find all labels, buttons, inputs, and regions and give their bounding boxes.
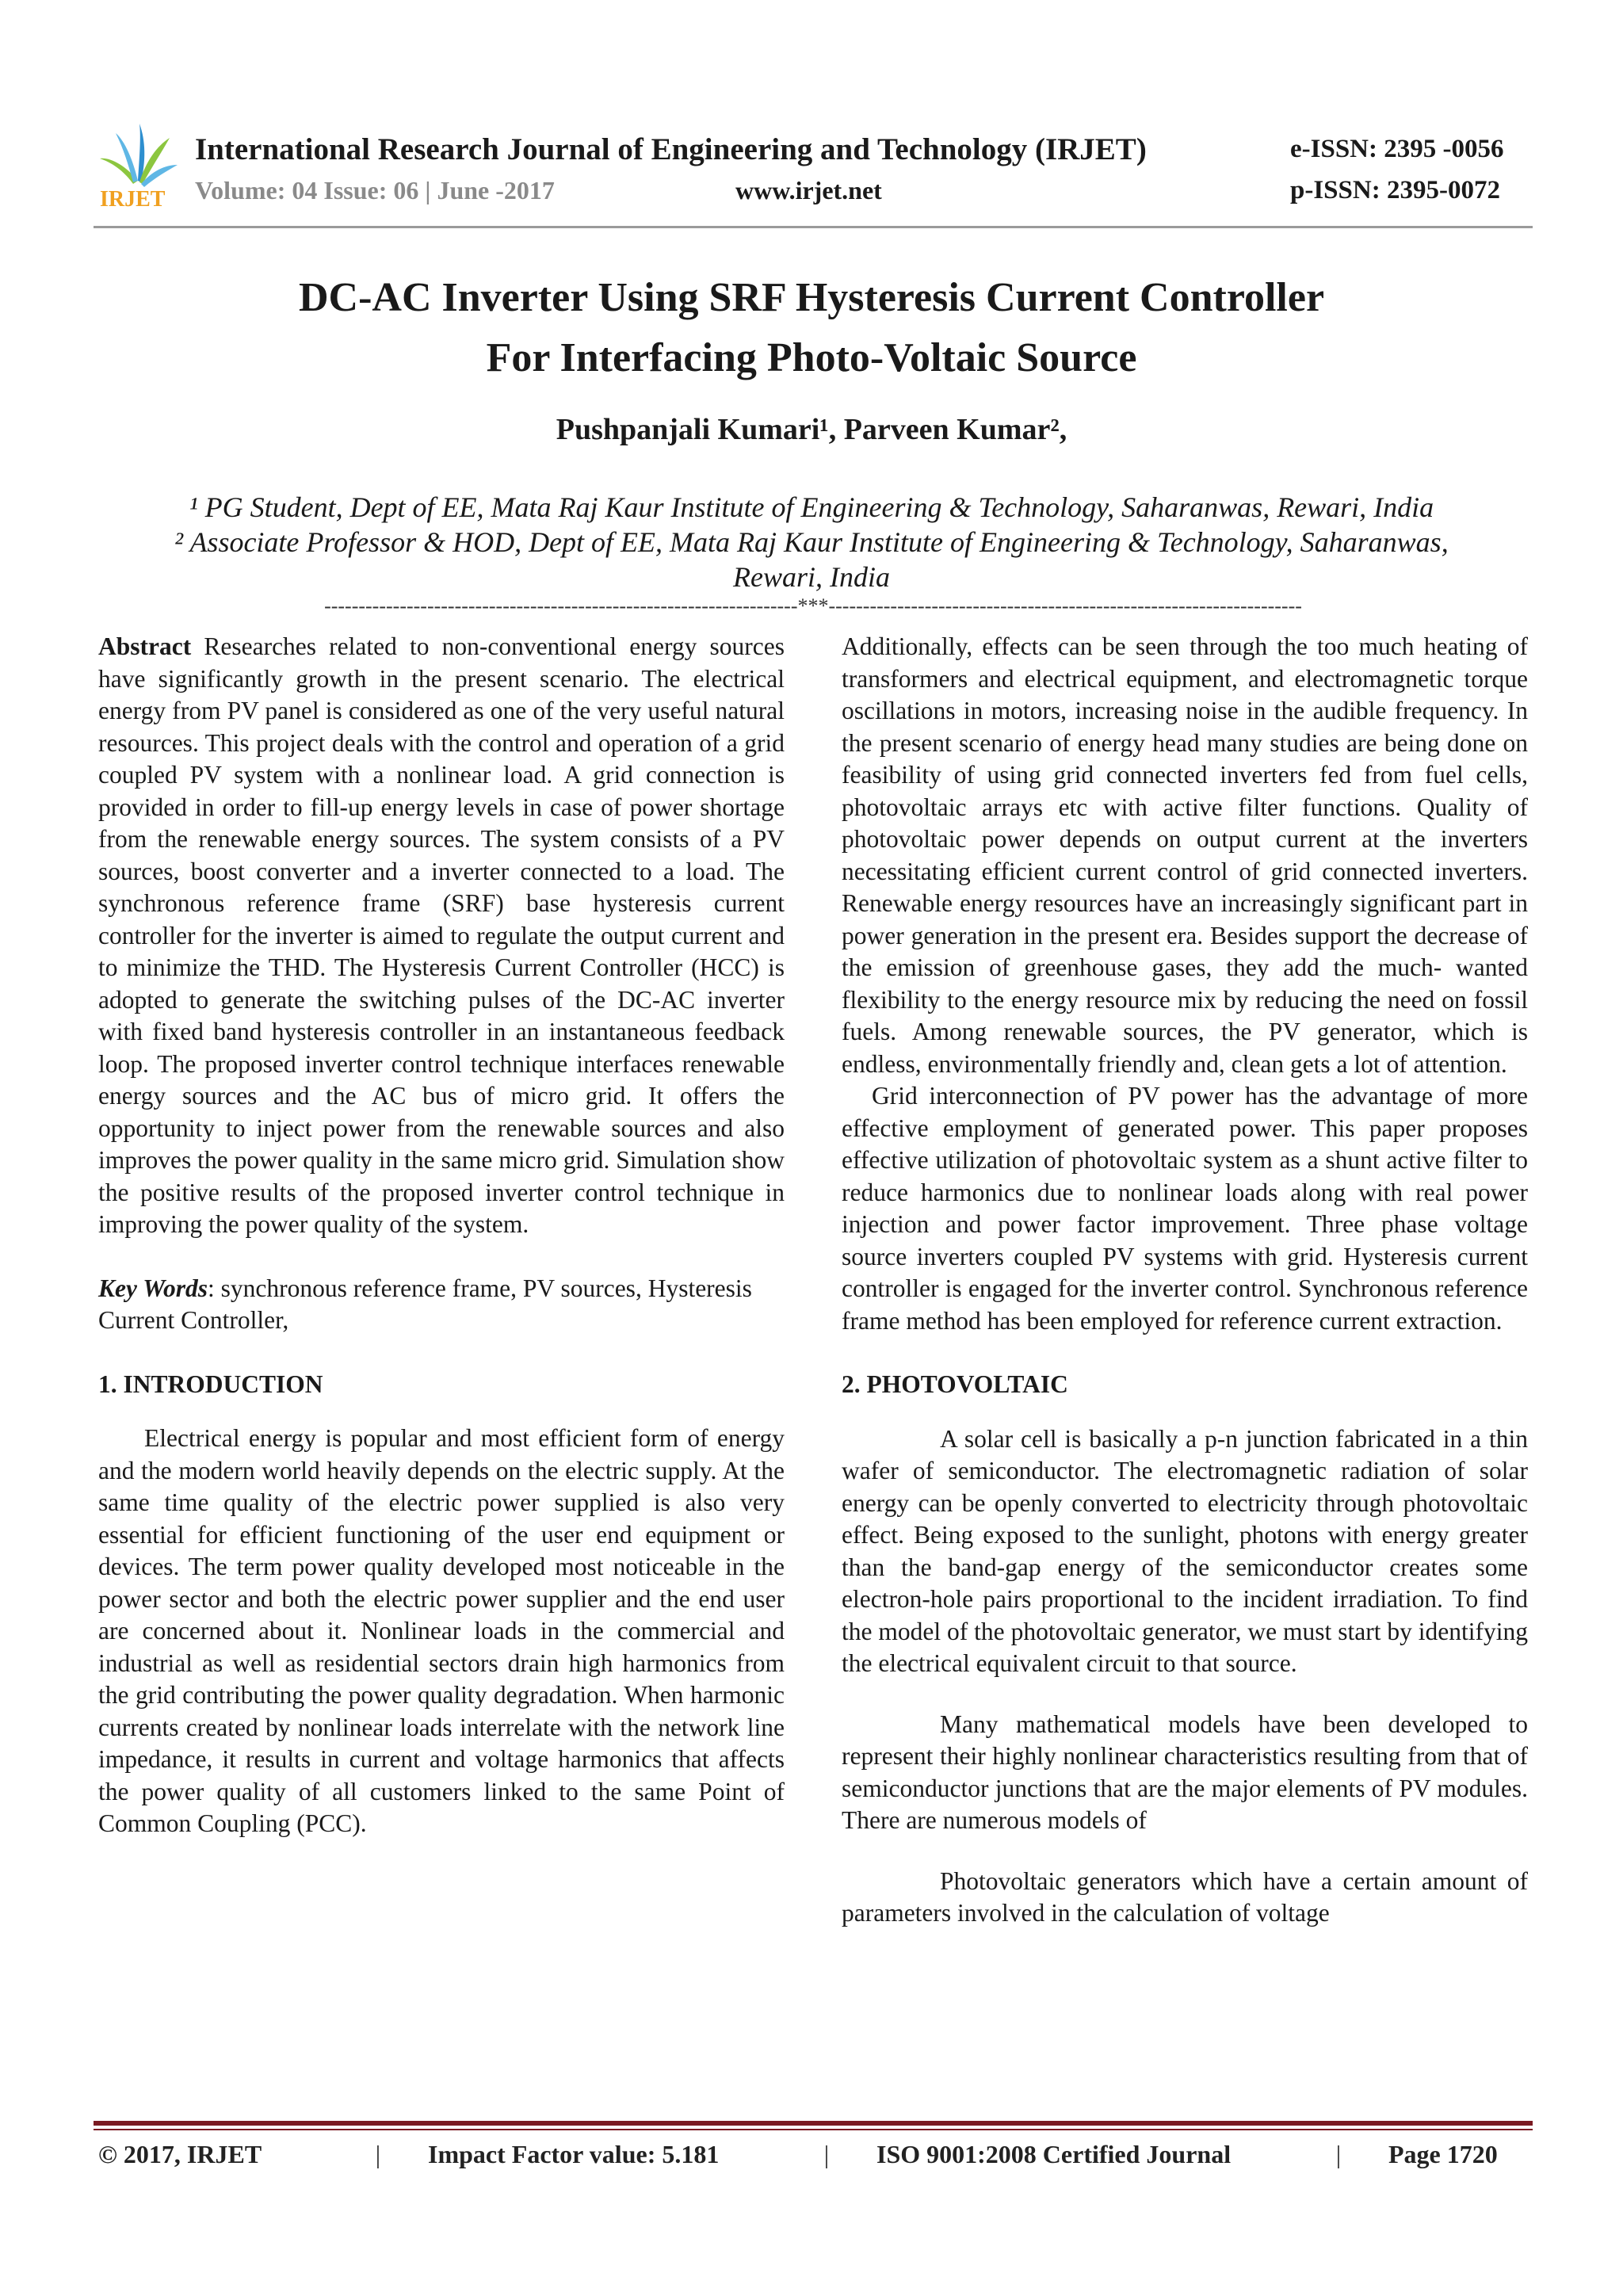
abstract-label: Abstract xyxy=(98,632,192,660)
keywords-label: Key Words xyxy=(98,1274,208,1302)
affiliation-2: ² Associate Professor & HOD, Dept of EE, Mata Raj Kaur Institute of Engineering & Technology, Saharanwas, Rewari, India xyxy=(174,526,1449,593)
right-paragraph-2: Grid interconnection of PV power has the advantage of more effective employment of generated power. This paper proposes effective utilization of photovoltaic system as a shunt active filter to reduce harmonics due to nonlinear loads along with real power injection and power factor improvement. Three phase voltage source inverters coupled PV systems with grid. Hysteresis current controller is engaged for the inverter control. Synchronous reference frame method has been employed for reference current extraction. xyxy=(842,1082,1528,1335)
header-rule xyxy=(94,226,1533,228)
footer-separator: | xyxy=(375,2140,381,2168)
footer-separator: | xyxy=(1335,2140,1342,2168)
paper-title-line2: For Interfacing Photo-Voltaic Source xyxy=(486,335,1137,380)
spacer xyxy=(842,1337,1528,1369)
keywords-text: : synchronous reference frame, PV sources, Hysteresis Current Controller, xyxy=(98,1274,752,1334)
intro-paragraph: Electrical energy is popular and most efficient form of energy and the modern world heavily depends on the electric supply. At the same time quality of the electric power supplied is also very essential for efficient functioning of the user end equipment or devices. The term power quality developed most noticeable in the power sector and both the electric power supplier and the end user are concerned about it. Nonlinear loads in the commercial and industrial as well as residential sectors drain high harmonics from the grid contributing the power quality degradation. When harmonic currents created by nonlinear loads interrelate with the network line impedance, it results in current and voltage harmonics that affects the power quality of all customers linked to the same Point of Common Coupling (PCC). xyxy=(98,1424,785,1837)
footer-impact-factor: Impact Factor value: 5.181 xyxy=(428,2140,720,2168)
spacer xyxy=(98,1400,785,1423)
pissn: p-ISSN: 2395-0072 xyxy=(1290,176,1500,204)
affiliations xyxy=(127,490,1496,594)
spacer xyxy=(842,1680,1528,1709)
irjet-logo-icon xyxy=(94,117,182,211)
spacer xyxy=(842,1837,1528,1866)
abstract xyxy=(98,631,785,1241)
footer xyxy=(98,2140,1498,2169)
journal-volume: Volume: 04 Issue: 06 | June -2017 xyxy=(195,176,555,204)
footer-copyright: © 2017, IRJET xyxy=(98,2140,262,2168)
logo-text: IRJET xyxy=(100,187,166,211)
footer-page-number: Page 1720 xyxy=(1388,2140,1498,2168)
right-paragraph-4: Many mathematical models have been developed to represent their highly nonlinear characteristics resulting from that of semiconductor junctions that are the major elements of PV modules. There are numerous models of xyxy=(842,1710,1528,1834)
right-paragraph-5: Photovoltaic generators which have a certain amount of parameters involved in the calculation of voltage xyxy=(842,1866,1528,1927)
section-separator: ---------------------------------------------------------------------***--------------------------------------------------------------------- xyxy=(324,594,1302,617)
right-paragraph-3: A solar cell is basically a p-n junction fabricated in a thin wafer of semiconductor. The electromagnetic radiation of solar energy can be openly converted to electricity through photovoltaic effect. Being exposed to the sunlight, photons with energy greater than the band-gap energy of the semiconductor creates some electron-hole pairs proportional to the incident irradiation. To find the model of the photovoltaic generator, we must start by identifying the electrical equivalent circuit to that source. xyxy=(842,1424,1528,1677)
authors: Pushpanjali Kumari¹, Parveen Kumar², xyxy=(556,413,1067,446)
footer-separator: | xyxy=(823,2140,830,2168)
spacer xyxy=(98,1337,785,1369)
spacer xyxy=(842,1401,1528,1423)
spacer xyxy=(98,1241,785,1273)
journal-title: International Research Journal of Engineering and Technology (IRJET) xyxy=(195,132,1147,166)
footer-rule xyxy=(94,2121,1533,2126)
paper-title-line1: DC-AC Inverter Using SRF Hysteresis Current Controller xyxy=(298,275,1325,320)
intro-heading: 1. INTRODUCTION xyxy=(98,1370,323,1398)
footer-iso: ISO 9001:2008 Certified Journal xyxy=(876,2140,1232,2168)
journal-url[interactable]: www.irjet.net xyxy=(735,176,882,204)
left-column xyxy=(98,631,785,1840)
keywords xyxy=(98,1273,785,1337)
right-paragraph-1: Additionally, effects can be seen through the too much heating of transformers and electrical equipment, and electromagnetic torque oscillations in motors, increasing noise in the audible frequency. In the present scenario of energy head many studies are being done on feasibility of using grid connected inverters fed from fuel cells, photovoltaic arrays etc with active filter functions. Quality of photovoltaic power depends on output current at the inverters necessitating efficient current control of grid connected inverters. Renewable energy resources have an increasingly significant part in power generation in the present era. Besides support the decrease of the emission of greenhouse gases, they add the much- wanted flexibility to the energy resource mix by reducing the need on fossil fuels. Among renewable sources, the PV generator, which is endless, environmentally friendly and, clean gets a lot of attention. xyxy=(842,632,1528,1078)
affiliation-1: ¹ PG Student, Dept of EE, Mata Raj Kaur Institute of Engineering & Technology, Saharanwas, Rewari, India xyxy=(189,491,1434,523)
right-column xyxy=(842,631,1528,1930)
paper-title xyxy=(0,268,1623,388)
footer-rule-thin xyxy=(94,2129,1533,2130)
eissn: e-ISSN: 2395 -0056 xyxy=(1290,135,1504,163)
irjet-logo xyxy=(94,117,182,211)
photovoltaic-heading: 2. PHOTOVOLTAIC xyxy=(842,1370,1068,1398)
abstract-text: Researches related to non-conventional energy sources have significantly growth in the present scenario. The electrical energy from PV panel is considered as one of the very useful natural resources. This project deals with the control and operation of a grid coupled PV system with a nonlinear load. A grid connection is provided in order to fill-up energy levels in case of power shortage from the renewable energy sources. The system consists of a PV sources, boost converter and a inverter connected to a load. The synchronous reference frame (SRF) base hysteresis current controller for the inverter is aimed to regulate the output current and to minimize the THD. The Hysteresis Current Controller (HCC) is adopted to generate the switching pulses of the DC-AC inverter with fixed band hysteresis controller in an instantaneous feedback loop. The proposed inverter control technique interfaces renewable energy sources and the AC bus of micro grid. It offers the opportunity to inject power from the renewable sources and also improves the power quality in the same micro grid. Simulation show the positive results of the proposed inverter control technique in improving the power quality of the system. xyxy=(98,632,785,1238)
